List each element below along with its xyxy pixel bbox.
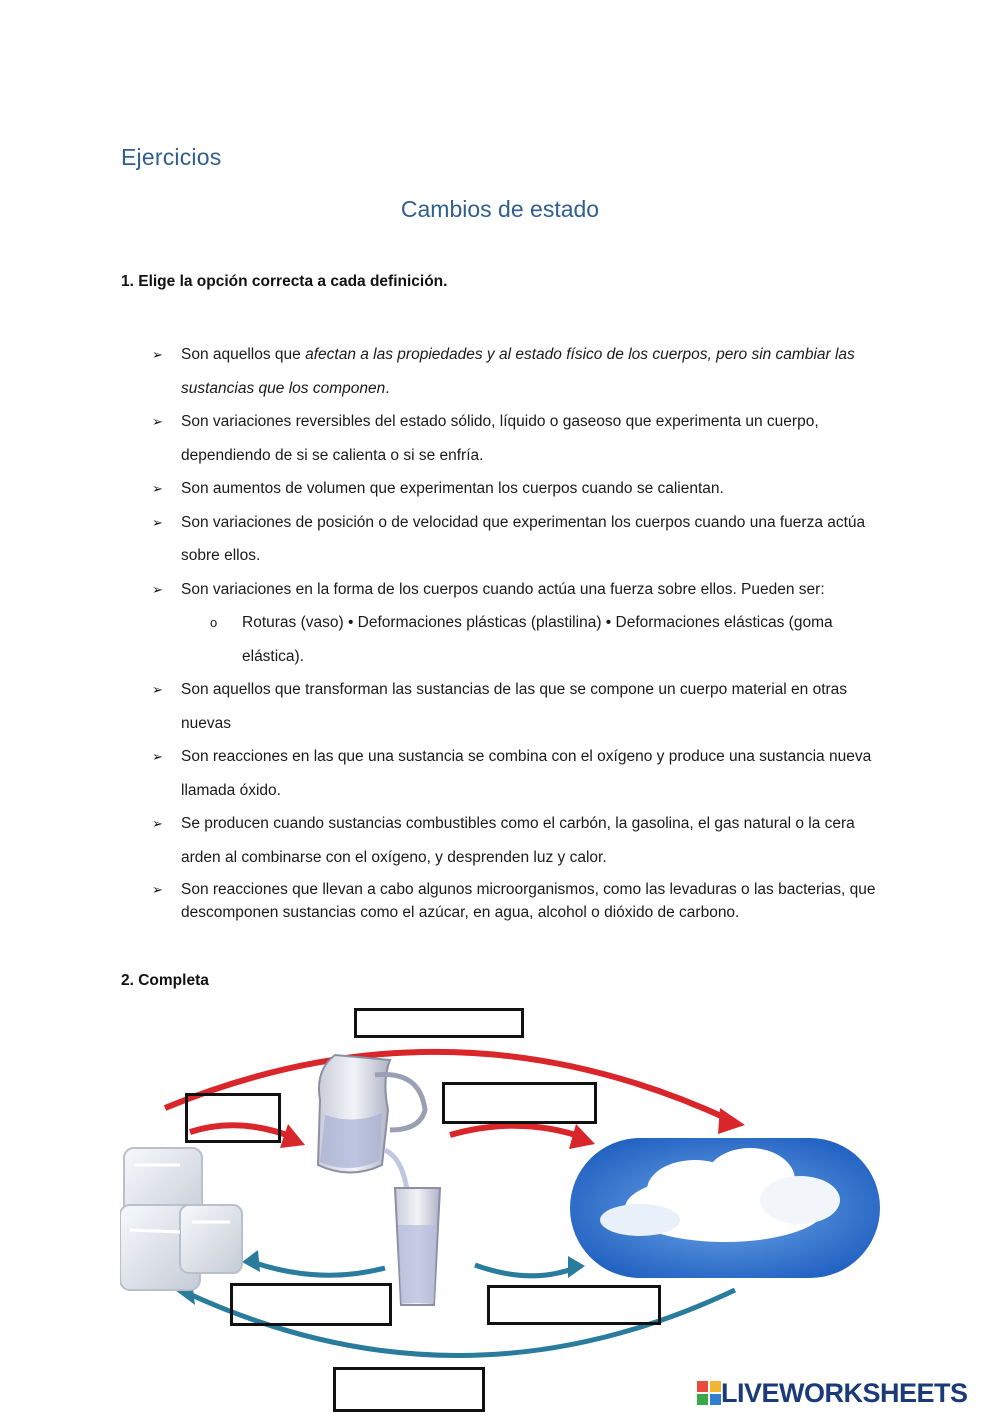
answer-box-condensation[interactable] [487,1285,661,1325]
arrow-bullet-icon: ➢ [152,581,163,597]
answer-box-deposition[interactable] [333,1367,485,1412]
liveworksheets-logo [697,1378,968,1408]
definitions-list [150,338,885,924]
section-label: Ejercicios [121,144,222,170]
list-item: ➢ Son aumentos de volumen que experimentan los cuerpos cuando se calientan. [150,472,885,506]
logo-text: LIVEWORKSHEETS [721,1377,968,1408]
answer-box-melting[interactable] [185,1093,281,1143]
arrow-bullet-icon: ➢ [152,816,163,831]
list-item: ➢ Se producen cuando sustancias combustibles como el carbón, la gasolina, el gas natural o la cera arden al combinarse con el oxígeno, y desprenden luz y calor. [150,807,885,874]
exercise-1-heading: 1. Elige la opción correcta a cada definición. [121,273,448,290]
list-item: ➢ Son aquellos que afectan a las propiedades y al estado físico de los cuerpos, pero sin cambiar las sustancias que los componen. [150,338,885,405]
list-item: ➢ Son variaciones reversibles del estado sólido, líquido o gaseoso que experimenta un cuerpo, dependiendo de si se calienta o si se enfría. [150,405,885,472]
states-of-matter-diagram [120,1000,880,1413]
arrow-bullet-icon: ➢ [152,882,163,897]
answer-box-evaporation[interactable] [442,1082,597,1124]
ice-cubes-image [120,1148,242,1290]
answer-box-solidification[interactable] [230,1283,392,1326]
sub-list-item: o Roturas (vaso) • Deformaciones plásticas (plastilina) • Deformaciones elásticas (goma elástica). [150,606,885,673]
arrow-bullet-icon: ➢ [152,682,163,697]
list-item: ➢ Son reacciones en las que una sustancia se combina con el oxígeno y produce una sustancia nueva llamada óxido. [150,740,885,807]
list-item: ➢ Son aquellos que transforman las sustancias de las que se compone un cuerpo material en otras nuevas [150,673,885,740]
exercise-2-heading: 2. Completa [121,972,209,989]
list-item: ➢ Son variaciones en la forma de los cuerpos cuando actúa una fuerza sobre ellos. Pueden ser: [150,573,885,607]
page-title: Cambios de estado [400,196,600,222]
liveworksheets-logo-icon [697,1381,721,1405]
solidification-arrow [242,1250,385,1275]
water-pitcher-image [318,1055,425,1200]
arrow-bullet-icon: ➢ [152,749,163,764]
evaporation-arrow [450,1124,595,1149]
arrow-bullet-icon: ➢ [152,514,163,530]
list-item: ➢ Son reacciones que llevan a cabo algunos microorganismos, como las levaduras o las bacterias, que descomponen sustancias como el azúcar, en agua, alcohol o dióxido de carbono. [150,874,885,924]
diagram-illustration [120,1000,880,1413]
circle-bullet-icon: o [210,615,218,630]
condensation-arrow [475,1256,585,1278]
cloud-image [570,1138,880,1278]
water-glass-image [395,1188,440,1305]
arrow-bullet-icon: ➢ [152,347,163,362]
list-item: ➢ Son variaciones de posición o de velocidad que experimentan los cuerpos cuando una fuerza actúa sobre ellos. [150,506,885,573]
arrow-bullet-icon: ➢ [152,481,163,496]
answer-box-sublimation[interactable] [354,1008,524,1038]
arrow-bullet-icon: ➢ [152,414,163,429]
